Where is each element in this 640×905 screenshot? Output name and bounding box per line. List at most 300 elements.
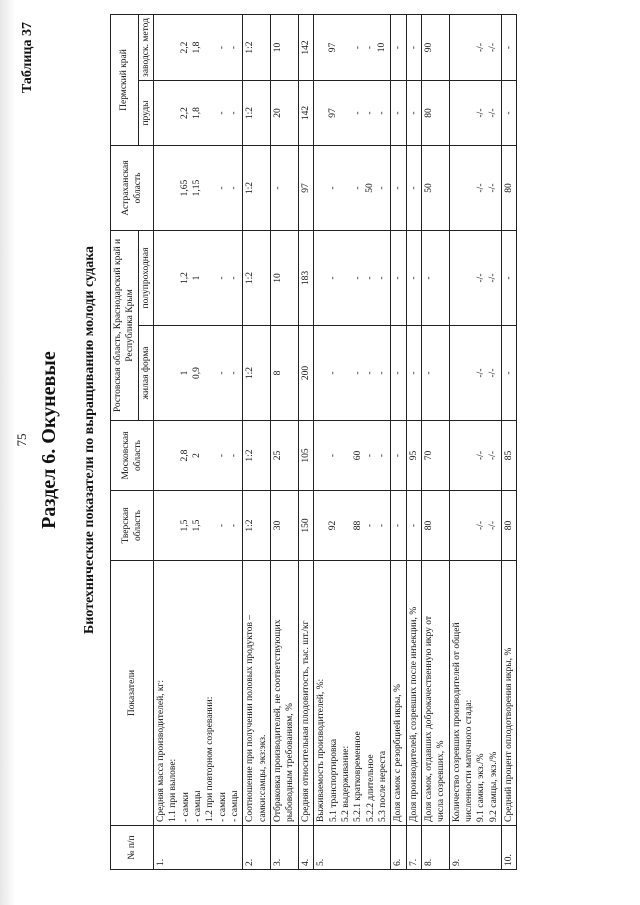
value-cell-astrakhan bbox=[406, 146, 421, 231]
value-cell-astrakhan bbox=[154, 146, 243, 231]
value-cell-tver bbox=[298, 491, 313, 561]
value-cell-perm-factory bbox=[243, 15, 271, 81]
row-number: 8. bbox=[421, 826, 449, 870]
value: 142 bbox=[300, 105, 311, 121]
value: - bbox=[216, 45, 227, 50]
value-cell-perm-factory bbox=[298, 15, 313, 81]
value bbox=[155, 494, 167, 557]
value: - bbox=[328, 453, 339, 458]
value bbox=[167, 329, 179, 417]
value-cell-rostov-live bbox=[391, 326, 406, 421]
value: 92 bbox=[328, 520, 339, 531]
value: -/- bbox=[487, 108, 498, 118]
row-number: 6. bbox=[391, 826, 406, 870]
value: - bbox=[408, 111, 419, 115]
value bbox=[340, 18, 352, 77]
indicator-line: 5.1 транспортировка bbox=[328, 738, 339, 822]
table-row bbox=[449, 15, 501, 870]
value: - bbox=[408, 276, 419, 280]
value-cell-perm-ponds bbox=[271, 81, 299, 146]
value: - bbox=[503, 371, 514, 375]
data-table bbox=[110, 14, 517, 870]
value: 90 bbox=[423, 42, 434, 53]
value bbox=[451, 18, 463, 77]
value bbox=[451, 149, 463, 227]
value: -/- bbox=[487, 521, 498, 530]
value: - bbox=[352, 45, 363, 50]
table-row bbox=[391, 15, 406, 870]
value-cell-perm-factory bbox=[154, 15, 243, 81]
value-cell-perm-factory bbox=[406, 15, 421, 81]
value-cell-tver bbox=[314, 491, 391, 561]
value bbox=[315, 329, 327, 417]
value-cell-moscow bbox=[154, 421, 243, 491]
value: - bbox=[408, 45, 419, 50]
indicator-line: Средний процент оплодотворения икры, % bbox=[503, 647, 514, 822]
value-cell-tver bbox=[449, 491, 501, 561]
value: - bbox=[393, 453, 404, 458]
value: - bbox=[393, 371, 404, 375]
value-cell-rostov-semi bbox=[271, 231, 299, 326]
value: - bbox=[377, 111, 388, 115]
value: - bbox=[423, 276, 434, 280]
value: -/- bbox=[475, 108, 486, 118]
indicator-line: - самцы bbox=[230, 790, 241, 822]
value bbox=[340, 424, 352, 487]
value bbox=[315, 494, 327, 557]
header-indicator: Показатели bbox=[111, 561, 154, 826]
value bbox=[451, 329, 463, 417]
value: - bbox=[503, 45, 514, 50]
value: 80 bbox=[503, 520, 514, 531]
indicator-line: Доля производителей, созревших после инъекции, % bbox=[408, 606, 419, 822]
value bbox=[315, 424, 327, 487]
value: - bbox=[273, 186, 284, 190]
table-row bbox=[243, 15, 271, 870]
value bbox=[340, 84, 352, 142]
value: 20 bbox=[273, 108, 284, 118]
value-cell-perm-ponds bbox=[449, 81, 501, 146]
value-cell-tver bbox=[501, 491, 516, 561]
value bbox=[463, 494, 475, 557]
value: -/- bbox=[475, 273, 486, 283]
value: 95 bbox=[408, 450, 419, 461]
value: - bbox=[377, 453, 388, 458]
value: 80 bbox=[503, 183, 514, 193]
section-title: Раздел 6. Окуневые bbox=[38, 351, 60, 529]
value bbox=[315, 149, 327, 227]
value: - bbox=[393, 523, 404, 528]
value bbox=[451, 84, 463, 142]
value bbox=[167, 424, 179, 487]
value-cell-astrakhan bbox=[298, 146, 313, 231]
table-row bbox=[298, 15, 313, 870]
row-number: 7. bbox=[406, 826, 421, 870]
value: - bbox=[229, 371, 240, 375]
value bbox=[204, 424, 216, 487]
value-cell-rostov-live bbox=[314, 326, 391, 421]
value-cell-astrakhan bbox=[391, 146, 406, 231]
value: - bbox=[393, 111, 404, 115]
indicator-cell bbox=[501, 561, 516, 826]
indicator-line: рыбоводным требованиям, % bbox=[285, 703, 296, 822]
value: - bbox=[408, 186, 419, 190]
header-moscow: Московская область bbox=[111, 421, 154, 491]
value bbox=[463, 84, 475, 142]
value: 142 bbox=[300, 40, 311, 55]
value-cell-perm-factory bbox=[501, 15, 516, 81]
value-cell-moscow bbox=[391, 421, 406, 491]
value: - bbox=[352, 371, 363, 375]
value bbox=[204, 234, 216, 322]
value-cell-tver bbox=[391, 491, 406, 561]
value-cell-astrakhan bbox=[449, 146, 501, 231]
value: 88 bbox=[352, 520, 363, 531]
indicator-line: - самцы bbox=[193, 790, 204, 822]
value-cell-rostov-semi bbox=[243, 231, 271, 326]
value: - bbox=[216, 186, 227, 190]
value-cell-moscow bbox=[314, 421, 391, 491]
value bbox=[204, 84, 216, 142]
value: 97 bbox=[300, 183, 311, 193]
value-cell-perm-factory bbox=[391, 15, 406, 81]
row-number: 10. bbox=[501, 826, 516, 870]
table-row bbox=[421, 15, 449, 870]
indicator-line: Доля самок, отдавших доброкачественную икру от bbox=[423, 615, 434, 822]
value: 1,65 bbox=[180, 179, 191, 197]
value bbox=[167, 84, 179, 142]
value: -/- bbox=[475, 521, 486, 530]
value: 50 bbox=[364, 183, 375, 193]
indicator-line: - самки bbox=[180, 792, 191, 822]
value: 1,5 bbox=[180, 519, 191, 532]
value bbox=[315, 234, 327, 322]
indicator-line: 5.2.2 длительное bbox=[365, 754, 376, 822]
value-cell-rostov-live bbox=[271, 326, 299, 421]
value: 1:2 bbox=[245, 519, 256, 532]
indicator-line: 9.2 самцы, экз./% bbox=[488, 751, 499, 822]
value: - bbox=[328, 186, 339, 190]
value: 2,2 bbox=[180, 107, 191, 119]
indicator-line: Средняя относительная плодовитость, тыс. шт./кг bbox=[300, 620, 311, 822]
row-number: 2. bbox=[243, 826, 271, 870]
value: 1:2 bbox=[245, 271, 256, 285]
value bbox=[315, 84, 327, 142]
value: -/- bbox=[487, 451, 498, 460]
value-cell-perm-ponds bbox=[391, 81, 406, 146]
value-cell-rostov-semi bbox=[298, 231, 313, 326]
value-cell-moscow bbox=[271, 421, 299, 491]
value: -/- bbox=[487, 368, 498, 378]
indicator-line: Соотношение при получении половых продуктов – bbox=[245, 614, 256, 822]
value: - bbox=[364, 523, 375, 528]
value: 85 bbox=[503, 450, 514, 461]
value-cell-rostov-live bbox=[449, 326, 501, 421]
value-cell-rostov-semi bbox=[501, 231, 516, 326]
value: -/- bbox=[475, 451, 486, 460]
value: - bbox=[229, 523, 240, 528]
value: 70 bbox=[423, 450, 434, 461]
value-cell-moscow bbox=[298, 421, 313, 491]
indicator-cell bbox=[314, 561, 391, 826]
indicator-line: 5.2 выдерживание: bbox=[340, 745, 351, 822]
value: 97 bbox=[328, 42, 339, 53]
value: 97 bbox=[328, 108, 339, 118]
indicator-line: численности маточного стада: bbox=[463, 699, 474, 822]
value: - bbox=[364, 111, 375, 115]
indicator-line: 1.2 при повторном созревании: bbox=[205, 696, 216, 822]
value: 1:2 bbox=[245, 106, 256, 120]
value: - bbox=[377, 523, 388, 528]
value: 2,2 bbox=[180, 41, 191, 54]
value: 25 bbox=[273, 450, 284, 461]
value: 1:2 bbox=[245, 181, 256, 195]
indicator-line: 1.1 при вылове: bbox=[168, 758, 179, 822]
value-cell-perm-ponds bbox=[298, 81, 313, 146]
indicator-cell bbox=[243, 561, 271, 826]
value: 10 bbox=[273, 42, 284, 53]
value bbox=[204, 18, 216, 77]
value-cell-rostov-live bbox=[501, 326, 516, 421]
value: - bbox=[328, 276, 339, 280]
value bbox=[451, 494, 463, 557]
value: - bbox=[408, 523, 419, 528]
value: 10 bbox=[273, 273, 284, 283]
value: - bbox=[364, 453, 375, 458]
header-astrakhan: Астраханская область bbox=[111, 146, 154, 231]
value: 1,8 bbox=[192, 107, 203, 119]
value bbox=[155, 329, 167, 417]
indicator-line: Доля самок с резорбцией икры, % bbox=[393, 684, 404, 822]
header-tver: Тверская область bbox=[111, 491, 154, 561]
value: - bbox=[352, 276, 363, 280]
value: - bbox=[216, 371, 227, 375]
header-perm-ponds: пруды bbox=[138, 81, 153, 146]
value-cell-tver bbox=[406, 491, 421, 561]
value: - bbox=[377, 186, 388, 190]
value: 1:2 bbox=[245, 449, 256, 462]
row-number: 1. bbox=[154, 826, 243, 870]
value bbox=[167, 18, 179, 77]
value: 60 bbox=[352, 450, 363, 461]
value: - bbox=[503, 111, 514, 115]
value-cell-rostov-semi bbox=[391, 231, 406, 326]
value: -/- bbox=[487, 183, 498, 193]
value bbox=[204, 149, 216, 227]
value: - bbox=[377, 371, 388, 375]
value bbox=[155, 84, 167, 142]
value-cell-moscow bbox=[243, 421, 271, 491]
value-cell-rostov-live bbox=[298, 326, 313, 421]
value: - bbox=[352, 111, 363, 115]
value bbox=[340, 234, 352, 322]
table-row bbox=[501, 15, 516, 870]
value-cell-perm-ponds bbox=[243, 81, 271, 146]
value: 0,9 bbox=[192, 367, 203, 379]
value-cell-rostov-semi bbox=[406, 231, 421, 326]
indicator-cell bbox=[391, 561, 406, 826]
value bbox=[451, 424, 463, 487]
indicator-line: Выживаемость производителей, %: bbox=[316, 678, 327, 822]
value: 150 bbox=[300, 518, 311, 533]
value-cell-perm-factory bbox=[314, 15, 391, 81]
value: - bbox=[216, 111, 227, 115]
value-cell-perm-ponds bbox=[406, 81, 421, 146]
indicator-line: 5.3 после нереста bbox=[377, 750, 388, 822]
value: - bbox=[229, 45, 240, 50]
value bbox=[167, 234, 179, 322]
table-row bbox=[406, 15, 421, 870]
header-perm-factory: заводск. метод bbox=[138, 15, 153, 81]
value: 1:2 bbox=[245, 41, 256, 54]
value bbox=[315, 18, 327, 77]
indicator-cell bbox=[271, 561, 299, 826]
value-cell-tver bbox=[421, 491, 449, 561]
indicator-line: Количество созревших производителей от общей bbox=[451, 622, 462, 822]
value: - bbox=[393, 276, 404, 280]
value-cell-perm-factory bbox=[271, 15, 299, 81]
value bbox=[155, 18, 167, 77]
table-caption: Биотехнические показатели по выращиванию молоди судака bbox=[82, 245, 97, 635]
row-number: 9. bbox=[449, 826, 501, 870]
value bbox=[340, 494, 352, 557]
value-cell-tver bbox=[243, 491, 271, 561]
header-num: № п/п bbox=[111, 826, 154, 870]
value bbox=[463, 18, 475, 77]
value: - bbox=[423, 371, 434, 375]
value-cell-astrakhan bbox=[243, 146, 271, 231]
value-cell-rostov-semi bbox=[314, 231, 391, 326]
table-number: Таблица 37 bbox=[20, 22, 35, 94]
table-body bbox=[154, 15, 517, 870]
value: - bbox=[364, 276, 375, 280]
header-perm-group: Пермский край bbox=[111, 15, 139, 146]
value: -/- bbox=[475, 368, 486, 378]
indicator-cell bbox=[421, 561, 449, 826]
value-cell-astrakhan bbox=[271, 146, 299, 231]
value: 105 bbox=[300, 448, 311, 463]
indicator-cell bbox=[154, 561, 243, 826]
value-cell-rostov-semi bbox=[421, 231, 449, 326]
value-cell-perm-ponds bbox=[154, 81, 243, 146]
value: 200 bbox=[300, 365, 311, 381]
value bbox=[340, 149, 352, 227]
value-cell-moscow bbox=[406, 421, 421, 491]
value-cell-astrakhan bbox=[421, 146, 449, 231]
value: - bbox=[393, 186, 404, 190]
value-cell-perm-ponds bbox=[501, 81, 516, 146]
value bbox=[340, 329, 352, 417]
value bbox=[463, 424, 475, 487]
indicator-line: Средняя масса производителей, кг: bbox=[156, 679, 167, 822]
value-cell-perm-ponds bbox=[421, 81, 449, 146]
value bbox=[451, 234, 463, 322]
value bbox=[167, 494, 179, 557]
value: - bbox=[229, 453, 240, 458]
header-rostov-semi: полупроходная bbox=[138, 231, 153, 326]
value-cell-perm-factory bbox=[421, 15, 449, 81]
value: 2,8 bbox=[180, 449, 191, 462]
value: 50 bbox=[423, 183, 434, 193]
row-number: 5. bbox=[314, 826, 391, 870]
value: 1,2 bbox=[180, 272, 191, 284]
value: 1,15 bbox=[192, 179, 203, 197]
table-row bbox=[154, 15, 243, 870]
value: -/- bbox=[475, 43, 486, 52]
indicator-line: 5.2.1 кратковременное bbox=[353, 731, 364, 822]
table-row bbox=[271, 15, 299, 870]
value bbox=[463, 149, 475, 227]
value-cell-rostov-live bbox=[243, 326, 271, 421]
value: 80 bbox=[423, 108, 434, 118]
value: - bbox=[364, 371, 375, 375]
indicator-line: 9.1 самки, экз./% bbox=[476, 753, 487, 822]
value: - bbox=[229, 276, 240, 280]
value: 1 bbox=[180, 370, 191, 376]
value: -/- bbox=[475, 183, 486, 193]
value: - bbox=[328, 371, 339, 375]
value bbox=[155, 234, 167, 322]
page-number: 75 bbox=[14, 433, 29, 447]
value: 10 bbox=[377, 42, 388, 53]
value: 80 bbox=[423, 520, 434, 531]
value: - bbox=[216, 453, 227, 458]
value bbox=[155, 424, 167, 487]
value: - bbox=[229, 186, 240, 190]
value-cell-astrakhan bbox=[501, 146, 516, 231]
header-rostov-live: жилая форма bbox=[138, 326, 153, 421]
row-number: 4. bbox=[298, 826, 313, 870]
indicator-cell bbox=[449, 561, 501, 826]
value-cell-tver bbox=[154, 491, 243, 561]
value-cell-perm-factory bbox=[449, 15, 501, 81]
value-cell-moscow bbox=[501, 421, 516, 491]
value: 1,8 bbox=[192, 41, 203, 54]
value: 1,5 bbox=[192, 519, 203, 532]
value: 30 bbox=[273, 520, 284, 531]
value: - bbox=[393, 45, 404, 50]
value: - bbox=[503, 276, 514, 280]
value-cell-moscow bbox=[449, 421, 501, 491]
value: - bbox=[377, 276, 388, 280]
value: 8 bbox=[273, 370, 284, 376]
value-cell-rostov-live bbox=[421, 326, 449, 421]
value: 2 bbox=[192, 453, 203, 458]
value-cell-perm-ponds bbox=[314, 81, 391, 146]
value: -/- bbox=[487, 43, 498, 52]
value-cell-astrakhan bbox=[314, 146, 391, 231]
indicator-line: Отбраковка производителей, не соответствующих bbox=[273, 619, 284, 822]
value bbox=[204, 329, 216, 417]
indicator-line: самки:самцы, экз:экз. bbox=[257, 734, 268, 822]
indicator-cell bbox=[298, 561, 313, 826]
value: 1:2 bbox=[245, 366, 256, 380]
value bbox=[167, 149, 179, 227]
value: - bbox=[364, 45, 375, 50]
value bbox=[463, 234, 475, 322]
indicator-cell bbox=[406, 561, 421, 826]
value: - bbox=[216, 523, 227, 528]
value-cell-rostov-live bbox=[406, 326, 421, 421]
value: 1 bbox=[192, 275, 203, 281]
value bbox=[463, 329, 475, 417]
value: - bbox=[216, 276, 227, 280]
row-number: 3. bbox=[271, 826, 299, 870]
value bbox=[204, 494, 216, 557]
value: - bbox=[229, 111, 240, 115]
indicator-line: - самки bbox=[217, 792, 228, 822]
value-cell-moscow bbox=[421, 421, 449, 491]
